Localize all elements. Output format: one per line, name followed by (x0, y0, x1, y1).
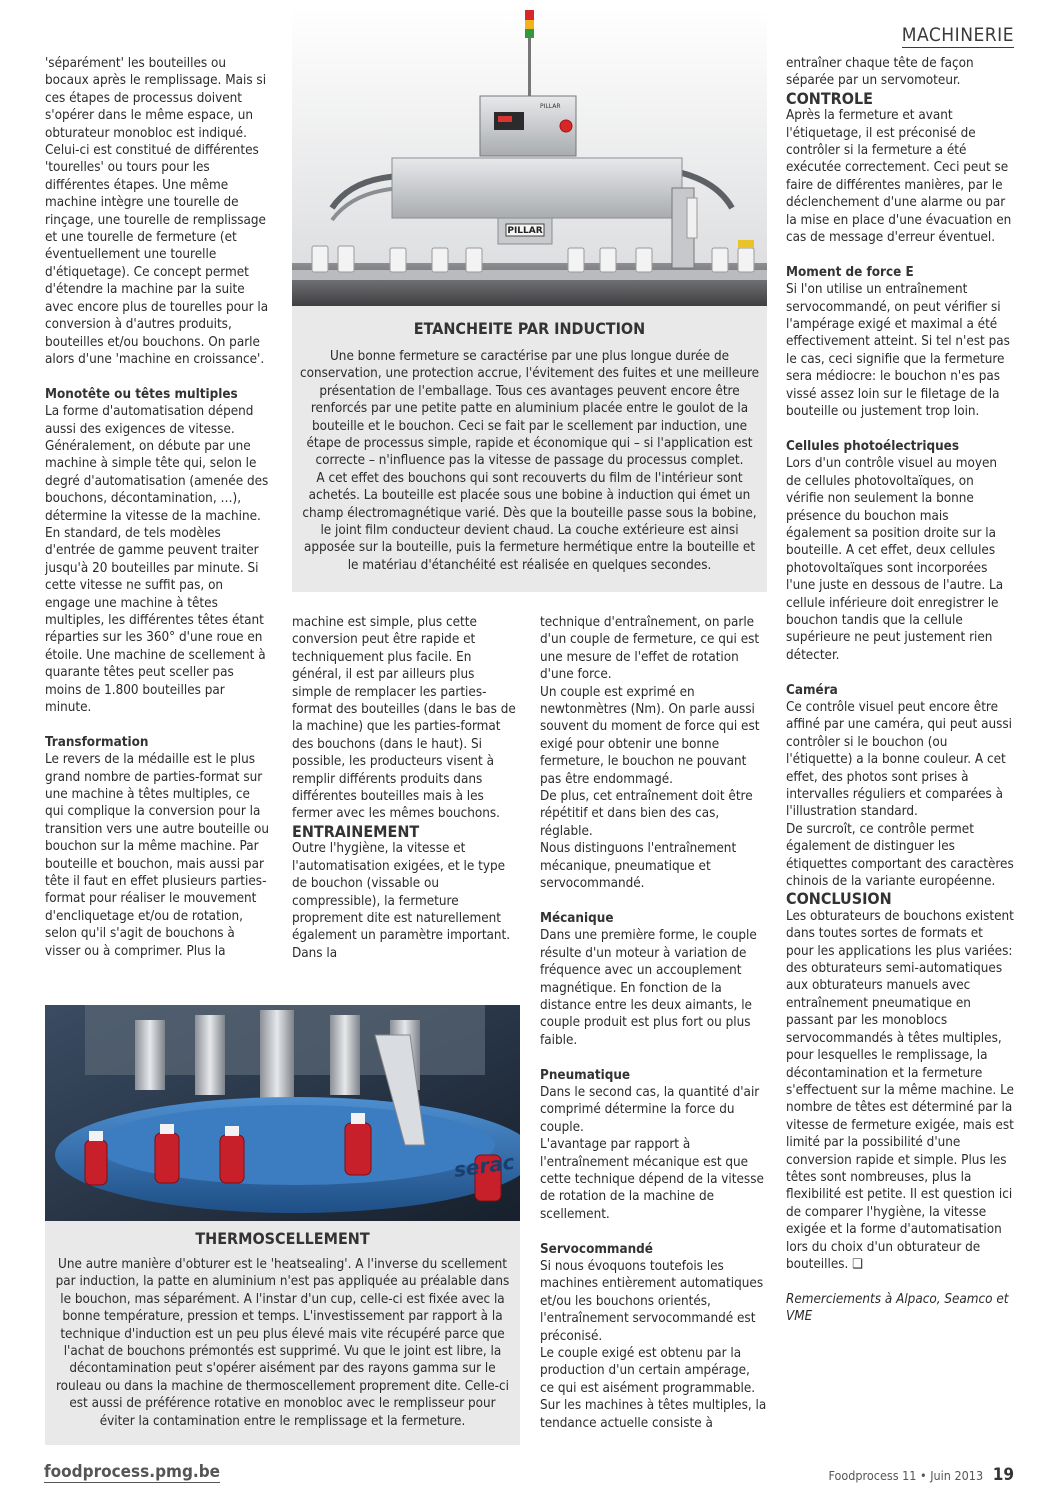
col1-paragraph-3: Le revers de la médaille est le plus grand nombre de parties-format sur une machine à têtes multiples, ce qui complique la conversion pour la transition vers une autre bouteille ou bouchon sur la même machine. Par bouteille et bouchon, mais aussi par tête il faut en effet plusieurs parties-format pour réaliser le mouvement d'encliquetage et/ou de rotation, selon qu'il s'agit de bouchons à visser ou à comprimer. Plus la (45, 752, 270, 959)
subheading-servocommande: Servocommandé (540, 1241, 653, 1257)
col3-paragraph-4: Nous distinguons l'entraînement mécanique, pneumatique et servocommandé. (540, 841, 737, 892)
heading-entrainement: ENTRAINEMENT (292, 821, 420, 841)
photo-pillar-machine (292, 8, 767, 306)
box-induction-paragraph-1: Une bonne fermeture se caractérise par une plus longue durée de conservation, une protection accrue, l'évitement des fuites et une meilleure présentation de l'emballage. Tous ces avantages peuvent encore être renforcés par une petite patte en aluminium placée entre le goulot de la bouteille et le bouchon. Ceci se fait par le scellement par induction, une étape de processus simple, rapide et économique qui – si l'application est correcte – n'influence pas la vitesse de passage du processus complet. (299, 349, 760, 469)
subheading-transformation: Transformation (45, 734, 149, 750)
col1-paragraph-2: La forme d'automatisation dépend aussi des exigences de vitesse. Généralement, on débute par une machine à simple tête qui, selon le degré d'automatisation (amenée des bouchons, décontamination, …), détermine la vitesse de la machine. En standard, de tels modèles d'entrée de gamme peuvent traiter jusqu'à 20 bouteilles par minute. Si cette vitesse ne suffit pas, on engage une machine à têtes multiples, les différentes têtes étant réparties sur les 360° d'une roue en étoile. Une machine de scellement à quarante têtes peut sceller pas moins de 1.800 bouteilles par minute. (45, 404, 269, 716)
box-induction-paragraph-2: A cet effet des bouchons qui sont recouverts du film de l'intérieur sont achetés. La bouteille est placée sous une bobine à induction qui émet un champ électromagnétique varié. Dès que la bouteille passe sous la bobine, le joint film conducteur devient chaud. La couche extérieure est ainsi apposée sur la bouteille, puis la fermeture hermétique entre la bouteille et le matériau d'étanchéité est réalisée en quelques secondes. (302, 470, 757, 573)
heading-controle: CONTROLE (786, 88, 873, 108)
column-3 (540, 614, 767, 1432)
subheading-mecanique: Mécanique (540, 910, 614, 926)
col2-paragraph-2: Outre l'hygiène, la vitesse et l'automatisation exigées, et le type de bouchon (vissable ou compressible), la fermeture proprement dite est naturellement également un paramètre important. Dans la (292, 841, 511, 961)
subheading-camera: Caméra (786, 682, 838, 698)
col4-paragraph-5: Ce contrôle visuel peut encore être affiné par une caméra, qui peut aussi contrôler si le bouchon (ou l'étiquette) a la bonne couleur. A cet effet, des photos sont prises à intervalles réguliers et comparées à l'illustration standard. (786, 699, 1012, 820)
col3-paragraph-8: Si nous évoquons toutefois les machines entièrement automatiques et/ou les bouchons orientés, l'entraînement servocommandé est préconisé. (540, 1258, 764, 1344)
col4-paragraph-2: Après la fermeture et avant l'étiquetage, il est préconisé de contrôler si la fermeture a été exécutée correctement. Ceci peut se faire de différentes manières, par le déclenchement d'une alarme ou par la mise en place d'une évacuation en cas de message d'erreur éventuel. (786, 108, 1012, 246)
subheading-moment-de-force: Moment de force E (786, 264, 914, 280)
page-number: 19 (992, 1465, 1014, 1485)
section-label: MACHINERIE (901, 24, 1014, 46)
column-2 (292, 614, 518, 962)
conclusion-text: Les obturateurs de bouchons existent dans toutes sortes de formats et pour les applications les plus variées: des obturateurs semi-automatiques aux obturateurs manuels avec entraînement pneumatique en passant par les monoblocs servocommandés à têtes multiples, pour lesquelles le remplissage, la décontamination et la fermeture s'effectuent sur la même machine. Le nombre de têtes est déterminé par la vitesse de fermeture exigée, mais est limité par la possibilité d'une conversion rapide et simple. Plus les têtes sont nombreuses, plus la flexibilité est petite. Il est question ici de comparer l'hygiène, la vitesse exigée et la forme d'automatisation lors du choix d'un obturateur de bouteilles. (786, 908, 1014, 1272)
col4-paragraph-7 (786, 908, 1014, 1274)
col3-paragraph-1: technique d'entraînement, on parle d'un couple de fermeture, ce qui est une mesure de l'effet de rotation d'une force. (540, 615, 760, 683)
col1-paragraph-1: 'séparément' les bouteilles ou bocaux après le remplissage. Mais si ces étapes de processus doivent s'opérer dans le même espace, un obturateur monobloc est indiqué. Celui-ci est constitué de différentes 'tourelles' ou tours pour les différentes étapes. Une même machine intègre une tourelle de rinçage, une tourelle de remplissage et une tourelle de fermeture (et éventuellement une tourelle d'étiquetage). Ce concept permet d'étendre la machine par la suite avec encore plus de tourelles pour la conversion à d'autres produits, bouteilles et/ou bouchons. On parle alors d'une 'machine en croissance'. (45, 56, 269, 367)
sidebar-box-induction (292, 306, 767, 592)
col3-paragraph-3: De plus, cet entraînement doit être répétitif et dans bien des cas, réglable. (540, 789, 753, 839)
acknowledgements: Remerciements à Alpaco, Seamco et VME (786, 1291, 1009, 1325)
col3-paragraph-2: Un couple est exprimé en newtonmètres (Nm). On parle aussi souvent du moment de force qui est exigé pour obtenir une bonne fermeture, le bouchon ne pouvant pas être endommagé. (540, 684, 760, 787)
pillar-machine-illustration (292, 8, 767, 306)
col3-paragraph-5: Dans une première forme, le couple résulte d'un moteur à variation de fréquence avec un accouplement magnétique. En fonction de la distance entre les deux aimants, le couple produit est plus fort ou plus faible. (540, 928, 757, 1048)
heading-conclusion: CONCLUSION (786, 889, 892, 909)
serac-capper-illustration (45, 1005, 520, 1221)
column-4 (786, 55, 1014, 1326)
photo-serac-capper (45, 1005, 520, 1221)
subheading-monotete: Monotête ou têtes multiples (45, 386, 238, 402)
box-title-thermoscellement: THERMOSCELLEMENT (195, 1229, 370, 1248)
serac-brand-label: serac (452, 1149, 516, 1182)
col4-paragraph-1: entraîner chaque tête de façon séparée par un servomoteur. (786, 56, 974, 89)
footer-issue-info (828, 1465, 1014, 1485)
column-1 (45, 55, 270, 960)
box-title-induction: ETANCHEITE PAR INDUCTION (413, 319, 646, 338)
subheading-cellules: Cellules photoélectriques (786, 438, 960, 454)
subheading-pneumatique: Pneumatique (540, 1067, 631, 1083)
pillar-brand-label: PILLAR (507, 226, 543, 236)
col3-paragraph-7: L'avantage par rapport à l'entraînement mécanique est que cette technique dépend de la vitesse de rotation de la machine de scellement. (540, 1137, 764, 1222)
sidebar-box-thermoscellement (45, 1221, 520, 1445)
col3-paragraph-6: Dans le second cas, la quantité d'air comprimé détermine la force du couple. (540, 1084, 760, 1135)
col4-paragraph-4: Lors d'un contrôle visuel au moyen de cellules photovoltaïques, on vérifie non seulement la bonne présence du bouchon mais également sa position droite sur la bouteille. A cet effet, deux cellules photovoltaïques sont incorporées l'une juste en dessous de l'autre. La cellule inférieure doit enregistrer le bouchon tandis que la cellule supérieure ne peut justement rien détecter. (786, 456, 1004, 663)
col4-paragraph-3: Si l'on utilise un entraînement servocommandé, on peut vérifier si l'ampérage exigé et maximal a été effectivement atteint. Si tel n'est pas le cas, ceci signifie que la fermeture sera médiocre: le bouchon n'es pas vissé assez loin sur le filetage de la bouteille ou justement trop loin. (786, 282, 1010, 420)
footer-website: foodprocess.pmg.be (44, 1462, 221, 1482)
col3-paragraph-9: Le couple exigé est obtenu par la production d'un certain ampérage, ce qui est aisément programmable. Sur les machines à têtes multiples, la tendance actuelle consiste à (540, 1346, 767, 1431)
footer-issue: Foodprocess 11 • Juin 2013 (828, 1468, 984, 1483)
col4-paragraph-6: De surcroît, ce contrôle permet également de distinguer les étiquettes comportant des caractères chinois de la variante européenne. (786, 821, 1014, 890)
panel-brand-label: PILLAR (540, 103, 561, 110)
col2-paragraph-1: machine est simple, plus cette conversion peut être rapide et techniquement plus facile. En général, il est par ailleurs plus simple de remplacer les parties-format des bouteilles (dans le bas de la machine) que les parties-format des bouchons (dans le haut). Si possible, les producteurs visent à remplir différents produits dans différentes bouteilles mais à les fermer avec les mêmes bouchons. (292, 615, 516, 822)
box-thermo-paragraph-1: Une autre manière d'obturer est le 'heatsealing'. A l'inverse du scellement par induction, la patte en aluminium n'est pas appliquée au préalable dans le bouchon, mas séparément. A l'instar d'un cup, celle-ci est fixée avec la bonne température, pression et temps. L'investissement par rapport à la technique d'induction est un peu plus élevé mais vite récupéré parce que l'achat de bouchons prémontés est supprimé. Vu que le joint est libre, la décontamination peut s'opérer aisément par des rayons gamma sur le rouleau ou dans la machine de thermoscellement proprement dite. Celle-ci est aussi de préférence rotative en monobloc avec le remplisseur pour éviter la contamination entre le remplissage et la fermeture. (55, 1257, 510, 1429)
end-mark-icon: ❑ (852, 1256, 863, 1272)
